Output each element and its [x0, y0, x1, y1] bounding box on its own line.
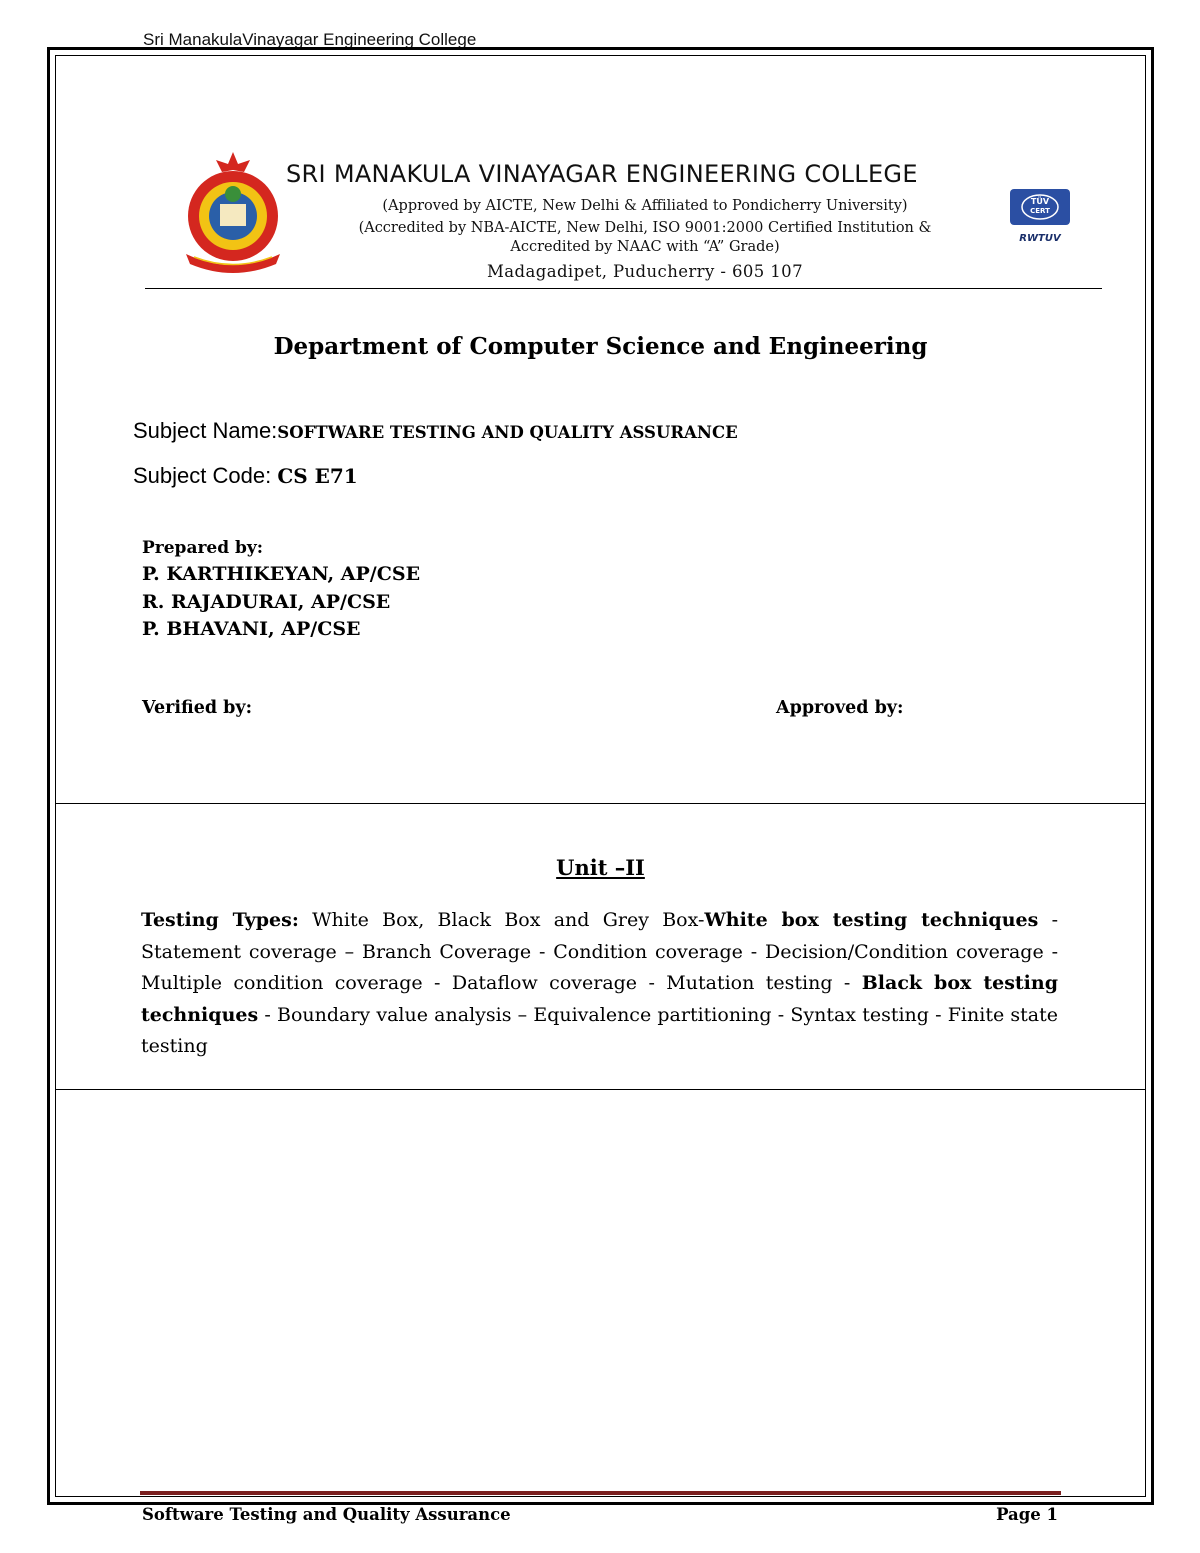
section-divider-2	[55, 1089, 1146, 1090]
college-address: Madagadipet, Puducherry - 605 107	[487, 262, 803, 281]
cert-text-top: TÜV	[1030, 197, 1050, 206]
college-logo-emblem	[180, 150, 286, 274]
subject-code-line	[133, 463, 358, 489]
college-approval: (Approved by AICTE, New Delhi & Affiliated to Pondicherry University)	[382, 198, 908, 214]
syllabus-text-3: - Boundary value analysis – Equivalence partitioning - Syntax testing - Finite state testing	[141, 1003, 1058, 1058]
footer-rule	[140, 1491, 1061, 1495]
syllabus-text-2: - Statement coverage – Branch Coverage - Condition coverage - Decision/Condition coverage - Multiple condition coverage - Dataflow coverage - Mutation testing -	[141, 909, 1058, 995]
cert-text-mid: CERT	[1030, 207, 1050, 215]
footer-page-number: Page 1	[996, 1505, 1058, 1524]
unit-title: Unit –II	[556, 855, 645, 880]
unit-syllabus	[141, 905, 1058, 1063]
department-title: Department of Computer Science and Engineering	[273, 333, 928, 360]
syllabus-white-box-heading: White box testing techniques	[704, 909, 1039, 931]
college-name: SRI MANAKULA VINAYAGAR ENGINEERING COLLEGE	[286, 160, 918, 188]
subject-name-line	[133, 418, 738, 444]
preparer-name-3: P. BHAVANI, AP/CSE	[142, 618, 361, 640]
syllabus-text-1: White Box, Black Box and Grey Box-	[298, 909, 705, 931]
subject-name-label: Subject Name:	[133, 418, 278, 443]
preparer-name-2: R. RAJADURAI, AP/CSE	[142, 591, 391, 613]
syllabus-black-box-heading: Black box testing techniques	[141, 972, 1058, 1026]
footer-title: Software Testing and Quality Assurance	[142, 1505, 511, 1524]
college-accreditation-line-1: (Accredited by NBA-AICTE, New Delhi, ISO 9001:2000 Certified Institution &	[358, 220, 932, 236]
section-divider-1	[55, 803, 1146, 804]
running-header: Sri ManakulaVinayagar Engineering College	[143, 30, 477, 49]
header-rule	[145, 288, 1102, 289]
subject-code-value: CS E71	[277, 464, 358, 488]
college-accreditation-line-2: Accredited by NAAC with “A” Grade)	[510, 239, 780, 255]
syllabus-heading: Testing Types:	[141, 909, 299, 931]
subject-code-label: Subject Code:	[133, 463, 278, 488]
verified-by-label: Verified by:	[142, 698, 253, 718]
cert-text-bottom: RWTUV	[1019, 233, 1061, 244]
tuv-cert-logo	[1008, 187, 1072, 245]
prepared-by-label: Prepared by:	[142, 538, 264, 558]
subject-name-value: SOFTWARE TESTING AND QUALITY ASSURANCE	[277, 423, 738, 442]
approved-by-label: Approved by:	[776, 698, 904, 718]
preparer-name-1: P. KARTHIKEYAN, AP/CSE	[142, 563, 421, 585]
